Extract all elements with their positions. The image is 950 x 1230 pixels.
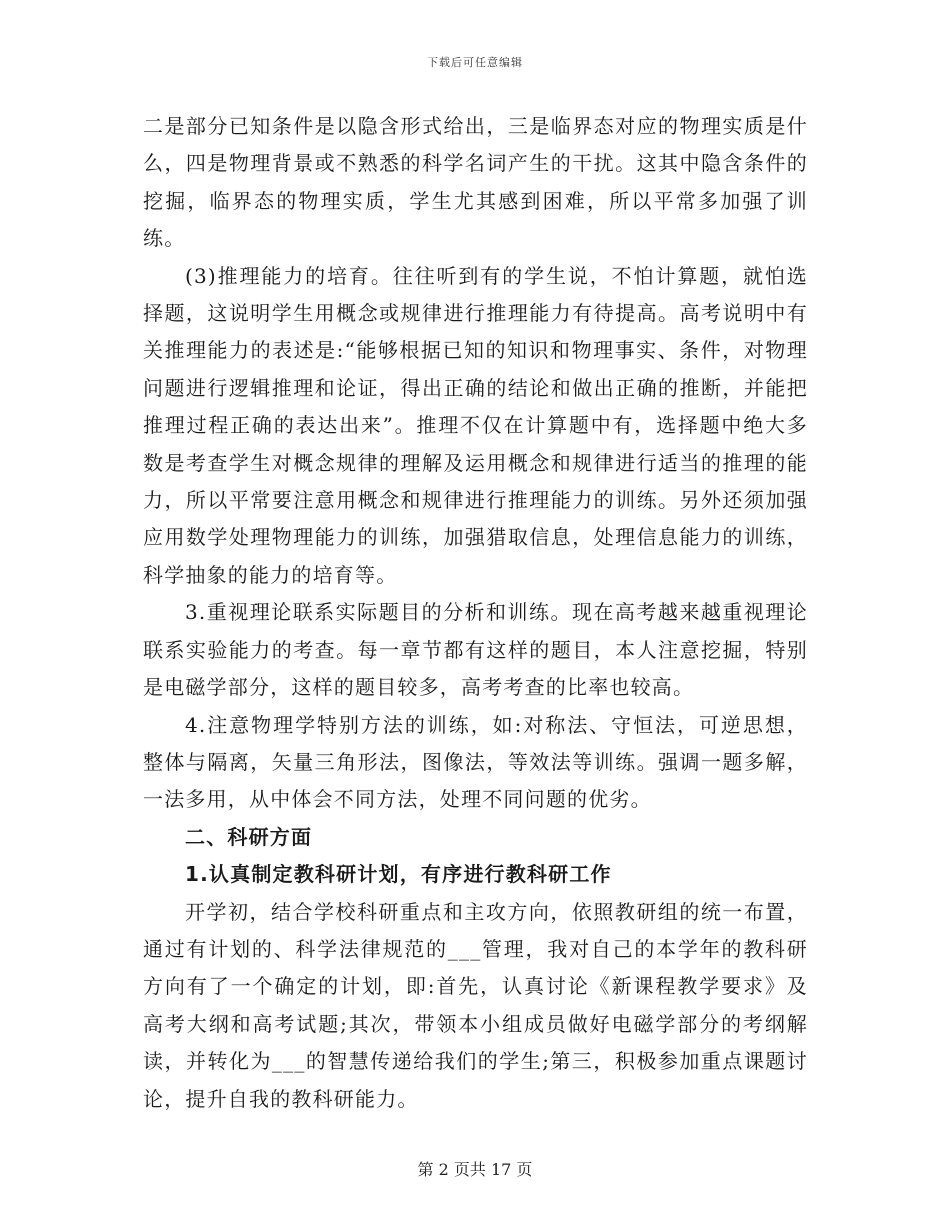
page-header: 下载后可任意编辑	[427, 56, 523, 69]
paragraph-special-methods: 4.注意物理学特别方法的训练，如:对称法、守恒法，可逆思想，整体与隔离，矢量三角形法，图像法，等效法等训练。强调一题多解，一法多用，从中体会不同方法，处理不同问题的优劣。	[143, 712, 808, 812]
document-body	[143, 108, 808, 1118]
paragraph-reasoning-ability: (3)推理能力的培育。往往听到有的学生说，不怕计算题，就怕选择题，这说明学生用概念或规律进行推理能力有待提高。高考说明中有关推理能力的表述是:“能够根据已知的知识和物理事实、条件，对物理问题进行逻辑推理和论证，得出正确的结论和做出正确的推断，并能把推理过程正确的表达出来”。推理不仅在计算题中有，选择题中绝大多数是考查学生对概念规律的理解及运用概念和规律进行适当的推理的能力，所以平常要注意用概念和规律进行推理能力的训练。另外还须加强应用数学处理物理能力的训练，加强猎取信息，处理信息能力的训练，科学抽象的能力的培育等。	[143, 263, 808, 587]
subsection-heading-research-plan: 1.认真制定教科研计划，有序进行教科研工作	[185, 862, 612, 887]
paragraph-research-plan: 开学初，结合学校科研重点和主攻方向，依照教研组的统一布置，通过有计划的、科学法律规范的___管理，我对自己的本学年的教科研方向有了一个确定的计划，即:首先，认真讨论《新课程教学要求》及高考大纲和高考试题;其次，带领本小组成员做好电磁学部分的考纲解读，并转化为___的智慧传递给我们的学生;第三，积极参加重点课题讨论，提升自我的教科研能力。	[143, 899, 808, 1111]
paragraph-hidden-conditions: 二是部分已知条件是以隐含形式给出，三是临界态对应的物理实质是什么，四是物理背景或不熟悉的科学名词产生的干扰。这其中隐含条件的挖掘，临界态的物理实质，学生尤其感到困难，所以平常多加强了训练。	[143, 114, 808, 251]
paragraph-theory-practice: 3.重视理论联系实际题目的分析和训练。现在高考越来越重视理论联系实验能力的考查。每一章节都有这样的题目，本人注意挖掘，特别是电磁学部分，这样的题目较多，高考考查的比率也较高。	[143, 600, 808, 700]
section-heading-research: 二、科研方面	[185, 824, 313, 849]
page-number: 第 2 页共 17 页	[417, 1160, 533, 1179]
